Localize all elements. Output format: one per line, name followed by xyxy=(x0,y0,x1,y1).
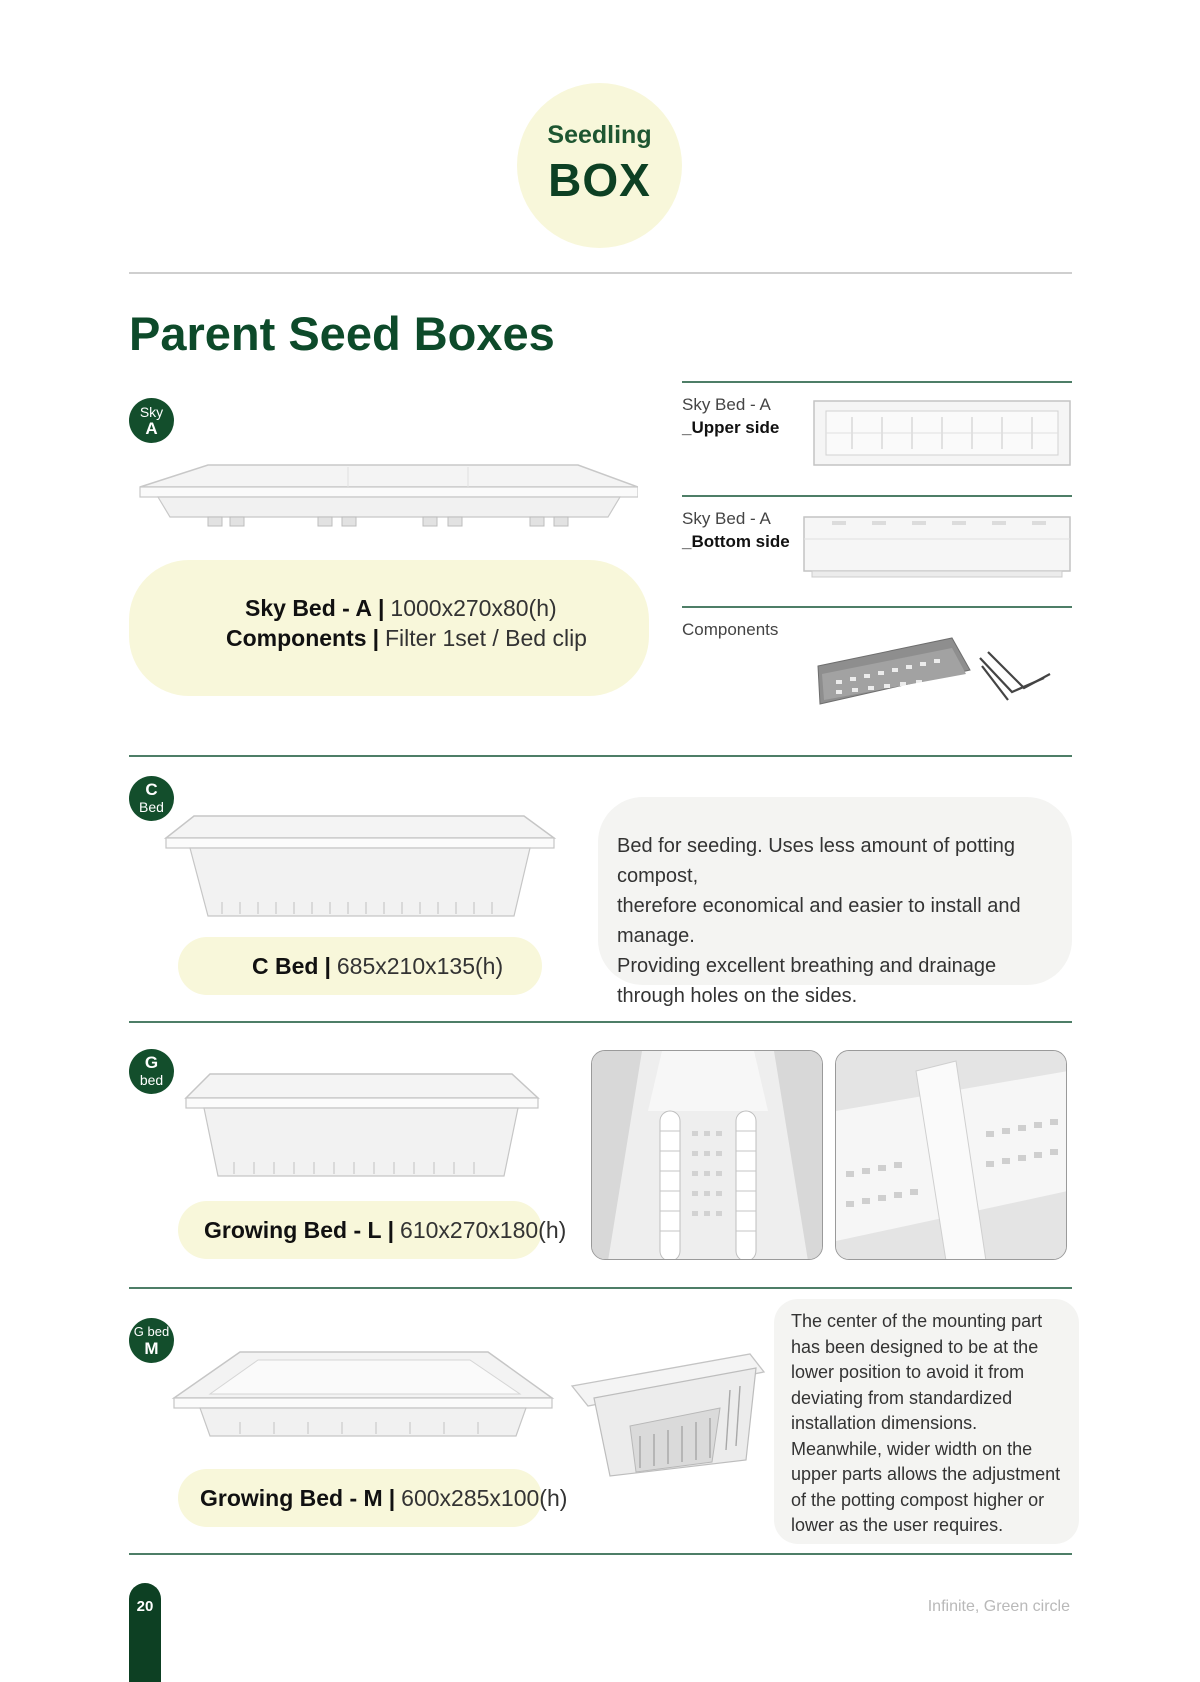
growing-bed-m-angled-image xyxy=(570,1350,766,1478)
section-divider xyxy=(129,755,1072,757)
description-line: of the potting compost higher or xyxy=(791,1489,1045,1510)
badge-top-text: Sky xyxy=(139,404,164,420)
section-divider xyxy=(129,1553,1072,1555)
sky-bed-bottom-side-image xyxy=(802,511,1072,581)
description-line: Bed for seeding. Uses less amount of potting compost, xyxy=(617,835,1016,887)
view-label-line2: _Bottom side xyxy=(682,532,790,551)
spec-value: 1000x270x80(h) xyxy=(390,595,557,621)
view-divider xyxy=(682,606,1072,608)
components-label: Components xyxy=(682,620,779,639)
growing-bed-l-image xyxy=(182,1070,540,1180)
g-bed-l-spec-pill xyxy=(178,1201,567,1259)
view-label-line1: Sky Bed - A xyxy=(682,395,771,414)
bottom-photo-graphic xyxy=(836,1051,1067,1260)
c-bed-spec-pill xyxy=(178,937,542,995)
spec-name: Sky Bed - A xyxy=(245,595,372,621)
g-bed-m-spec-row xyxy=(200,1485,567,1512)
g-bed-m-description-box xyxy=(774,1299,1079,1544)
spec-separator: | xyxy=(324,953,331,979)
description-line: therefore economical and easier to install and manage. xyxy=(617,895,1021,947)
growing-bed-interior-photo xyxy=(591,1050,823,1260)
badge-bottom-text: M xyxy=(144,1339,159,1358)
spec-name: Growing Bed - M xyxy=(200,1485,383,1511)
badge-bottom-text: A xyxy=(145,419,158,438)
badge-top-text: C xyxy=(145,780,158,799)
c-bed-image xyxy=(162,812,557,922)
description-line: The center of the mounting part xyxy=(791,1311,1043,1331)
g-bed-m-badge xyxy=(129,1318,174,1363)
sky-a-spec-row-1 xyxy=(245,595,557,622)
view-label-line2: _Upper side xyxy=(682,418,780,437)
spec-separator: | xyxy=(372,625,379,651)
spec-name: Components xyxy=(226,625,367,651)
sky-a-spec-row-2 xyxy=(226,625,587,652)
description-line: upper parts allows the adjustment xyxy=(791,1464,1061,1484)
components-image xyxy=(812,630,1057,710)
spec-value: Filter 1set / Bed clip xyxy=(385,625,587,651)
spec-value: 600x285x100(h) xyxy=(401,1485,568,1511)
description-line: through holes on the sides. xyxy=(617,985,858,1007)
section-divider xyxy=(129,1021,1072,1023)
badge-top-text: G bed xyxy=(133,1324,170,1339)
spec-name: Growing Bed - L xyxy=(204,1217,382,1243)
description-line: Providing excellent breathing and drainage xyxy=(617,955,997,977)
view-divider xyxy=(682,381,1072,383)
badge-top-text: G xyxy=(144,1053,159,1072)
sky-bed-a-image xyxy=(138,455,638,535)
sky-a-spec-pill xyxy=(129,560,649,696)
footer-tagline: Infinite, Green circle xyxy=(927,1598,1070,1615)
spec-value: 610x270x180(h) xyxy=(400,1217,567,1243)
seedling-box-badge xyxy=(517,83,682,248)
section-divider xyxy=(129,1287,1072,1289)
spec-separator: | xyxy=(388,1485,396,1511)
description-line: has been designed to be at the xyxy=(791,1336,1039,1357)
g-bed-m-spec-pill xyxy=(178,1469,568,1527)
upper-side-label xyxy=(682,393,779,439)
bottom-side-label xyxy=(682,507,790,553)
description-line: lower as the user requires. xyxy=(791,1515,1004,1535)
description-line: installation dimensions. xyxy=(791,1413,978,1433)
page-number: 20 xyxy=(136,1598,154,1615)
badge-bottom-text: Bed xyxy=(139,799,164,815)
header-subtitle: Seedling xyxy=(547,121,652,149)
c-bed-spec-row xyxy=(252,953,503,980)
growing-bed-bottom-photo xyxy=(835,1050,1067,1260)
spec-separator: | xyxy=(377,595,385,621)
view-divider xyxy=(682,495,1072,497)
sky-bed-upper-side-image xyxy=(812,397,1072,469)
description-line: Meanwhile, wider width on the xyxy=(791,1438,1033,1459)
description-line: deviating from standardized xyxy=(791,1387,1013,1408)
view-label-line1: Sky Bed - A xyxy=(682,509,771,528)
spec-name: C Bed xyxy=(252,953,319,979)
page-title: Parent Seed Boxes xyxy=(129,307,555,360)
g-bed-m-description xyxy=(791,1309,1060,1539)
description-line: lower position to avoid it from xyxy=(791,1362,1025,1382)
c-bed-description-box xyxy=(598,797,1072,1007)
badge-bottom-text: bed xyxy=(139,1072,164,1088)
spec-value: 685x210x135(h) xyxy=(336,953,504,979)
g-bed-l-badge xyxy=(129,1049,174,1094)
growing-bed-m-image xyxy=(170,1350,555,1442)
spec-separator: | xyxy=(387,1217,395,1243)
header-divider xyxy=(129,272,1072,274)
sky-a-badge xyxy=(129,398,174,443)
g-bed-l-spec-row xyxy=(204,1217,566,1244)
header-title: BOX xyxy=(548,154,651,206)
c-bed-description xyxy=(617,831,1072,1011)
interior-photo-graphic xyxy=(592,1051,823,1260)
